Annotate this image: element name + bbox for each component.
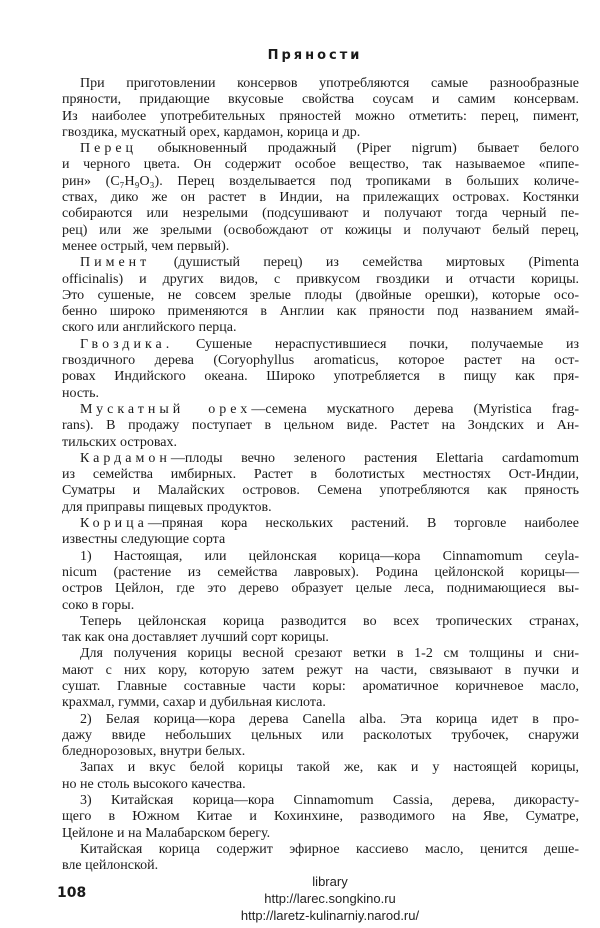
line-text: Из наиболее употребительных пряностей можно отметить: перец, пимент, <box>62 108 579 124</box>
text-line <box>62 565 579 581</box>
line-text: рец) или же зрелыми (освобождают от кожицы и получают белый перец, <box>62 222 579 238</box>
line-text: вле цейлонской. <box>62 858 159 874</box>
text-line <box>62 386 579 402</box>
library-footer <box>230 873 430 924</box>
line-text: сушат. Главные составные части коры: ароматичное коричневое масло, <box>62 678 579 694</box>
text-line <box>62 255 579 271</box>
paragraph <box>62 141 579 255</box>
line-text: так как она доставляет лучший сорт корицы. <box>62 630 329 646</box>
line-text: —плоды вечно зеленого растения Elettaria cardamomum <box>170 450 579 466</box>
line-text: обыкновенный продажный (Piper nigrum) бывает белого <box>137 141 579 157</box>
paragraph <box>62 549 579 614</box>
line-text: Для получения корицы весной срезают ветки в 1-2 см толщины и сни- <box>80 646 579 662</box>
line-text: 1) Настоящая, или цейлонская корица—кора Cinnamomum ceyla- <box>80 548 579 564</box>
text-line <box>62 516 579 532</box>
text-line <box>62 842 579 858</box>
text-line <box>62 109 579 125</box>
line-text: ровах Индийского океана. Широко употребляется в пищу как пря- <box>62 369 579 385</box>
text-line <box>62 288 579 304</box>
text-line <box>62 369 579 385</box>
line-text: для приправы пищевых продуктов. <box>62 499 272 515</box>
text-line <box>62 223 579 239</box>
line-text: гвоздичного дерева (Coryophyllus aromaticus, которое растет на ост- <box>62 353 579 369</box>
text-line <box>62 532 579 548</box>
line-text: —пряная кора нескольких растений. В торговле наиболее <box>147 516 579 532</box>
line-text: officinalis) и других видов, с привкусом гвоздики и отчасти корицы. <box>62 271 579 287</box>
text-line <box>62 125 579 141</box>
line-text: известны следующие сорта <box>62 532 226 548</box>
line-text: остров Цейлон, где это дерево образует целые леса, поднимающиеся вы- <box>62 581 579 597</box>
emphasized-term: Перец <box>80 141 138 157</box>
body-text <box>62 76 579 875</box>
text-line <box>62 581 579 597</box>
text-line <box>62 663 579 679</box>
paragraph <box>62 76 579 141</box>
text-line <box>62 402 579 418</box>
text-line <box>62 467 579 483</box>
line-text: ского или английского перца. <box>62 320 237 336</box>
library-label: library <box>312 874 348 889</box>
line-text: бенно широко применяются в Англии как пряности под названием ямай- <box>62 304 579 320</box>
page-title: Пряности <box>267 48 363 63</box>
emphasized-term: Кардамон <box>80 450 171 466</box>
line-text: Теперь цейлонская корица разводится во всех тропических странах, <box>80 613 579 629</box>
text-line <box>62 353 579 369</box>
page-number: 108 <box>57 885 87 901</box>
text-line <box>62 320 579 336</box>
line-text: дажу ввиде небольших цельных или расколотых трубочек, снаружи <box>62 727 579 743</box>
text-line <box>62 272 579 288</box>
paragraph <box>62 760 579 793</box>
text-line <box>62 435 579 451</box>
line-text: и черного цвета. Он содержит особое вещество, так называемое «пипе- <box>62 157 579 173</box>
line-text: гвоздика, мускатный орех, кардамон, корица и др. <box>62 124 361 140</box>
text-line <box>62 92 579 108</box>
text-line <box>62 190 579 206</box>
text-line <box>62 728 579 744</box>
paragraph <box>62 712 579 761</box>
line-text: мают с них кору, которую затем режут на части, связывают в пучки и <box>62 662 579 678</box>
text-line <box>62 483 579 499</box>
line-text: При приготовлении консервов употребляются самые разнообразные <box>80 76 579 91</box>
text-line <box>62 679 579 695</box>
paragraph <box>62 614 579 647</box>
paragraph <box>62 793 579 842</box>
text-line <box>62 141 579 157</box>
text-line <box>62 157 579 173</box>
line-text: ствах, дико же он растет в Индии, на прилежащих островах. Костянки <box>62 190 579 206</box>
text-line <box>62 777 579 793</box>
text-line <box>62 418 579 434</box>
text-line <box>62 598 579 614</box>
line-text: (душистый перец) из семейства миртовых (Pimenta <box>150 255 579 271</box>
line-text: nicum (растение из семейства лавровых). Родина цейлонской корицы— <box>62 564 579 580</box>
paragraph <box>62 402 579 451</box>
text-line <box>62 337 579 353</box>
text-line <box>62 239 579 255</box>
text-line <box>62 793 579 809</box>
emphasized-term: Гвоздика. <box>80 336 174 352</box>
line-text: собираются или незрелыми (подсушивают и получают тогда черный пе- <box>62 206 579 222</box>
line-text: из семейства имбирных. Растет в болотистых местностях Ост-Индии, <box>62 467 579 483</box>
text-line <box>62 712 579 728</box>
paragraph <box>62 842 579 875</box>
paragraph <box>62 646 579 711</box>
text-line <box>62 206 579 222</box>
text-line <box>62 826 579 842</box>
text-line <box>62 304 579 320</box>
emphasized-term: Мускатный орех <box>80 401 252 417</box>
text-line <box>62 646 579 662</box>
line-text: ность. <box>62 385 100 401</box>
line-text: но не столь высокого качества. <box>62 776 246 792</box>
line-text: бледнорозовых, внутри белых. <box>62 744 246 760</box>
text-line <box>62 744 579 760</box>
text-line <box>62 451 579 467</box>
line-text: крахмал, гумми, сахар и дубильная кислота. <box>62 695 326 711</box>
paragraph <box>62 451 579 516</box>
line-text: 2) Белая корица—кора дерева Canella alba. Эта корица идет в про- <box>80 711 579 727</box>
emphasized-term: Пимент <box>80 255 151 271</box>
library-url-1[interactable]: http://larec.songkino.ru <box>264 891 396 906</box>
line-text: —семена мускатного дерева (Myristica frag- <box>251 401 579 417</box>
text-line <box>62 760 579 776</box>
line-text: 3) Китайская корица—кора Cinnamomum Cassia, дерева, дикорасту- <box>80 793 579 809</box>
text-line <box>62 809 579 825</box>
text-line <box>62 76 579 92</box>
text-line <box>62 630 579 646</box>
line-text: Китайская корица содержит эфирное кассиево масло, ценится деше- <box>80 841 579 857</box>
line-text: Сушеные нераспустившиеся почки, получаемые из <box>173 336 579 352</box>
paragraph <box>62 337 579 402</box>
text-line <box>62 174 579 190</box>
line-text: рин» (C₇H₉O₃). Перец возделывается под тропиками в больших количе- <box>62 173 579 189</box>
emphasized-term: Корица <box>80 516 148 532</box>
text-line <box>62 500 579 516</box>
line-text: rans). В продажу поступает в цельном виде. Растет на Зондских и Ан- <box>62 418 579 434</box>
line-text: пряности, придающие вкусовые свойства соусам и самим консервам. <box>62 92 579 108</box>
text-line <box>62 549 579 565</box>
line-text: тильских островах. <box>62 434 177 450</box>
line-text: соко в горы. <box>62 597 135 613</box>
line-text: менее острый, чем первый). <box>62 238 230 254</box>
library-url-2[interactable]: http://laretz-kulinarniy.narod.ru/ <box>240 908 420 923</box>
line-text: Запах и вкус белой корицы такой же, как и у настоящей корицы, <box>80 760 579 776</box>
text-line <box>62 614 579 630</box>
line-text: щего в Южном Китае и Кохинхине, разводимого на Яве, Суматре, <box>62 809 579 825</box>
text-line <box>62 695 579 711</box>
line-text: Это сушеные, не совсем зрелые плоды (двойные орешки), которые осо- <box>62 287 579 303</box>
line-text: Суматры и Малайских островов. Семена употребляются как пряность <box>62 483 579 499</box>
paragraph <box>62 516 579 549</box>
paragraph <box>62 255 579 336</box>
line-text: Цейлоне и на Малабарском берегу. <box>62 825 271 841</box>
